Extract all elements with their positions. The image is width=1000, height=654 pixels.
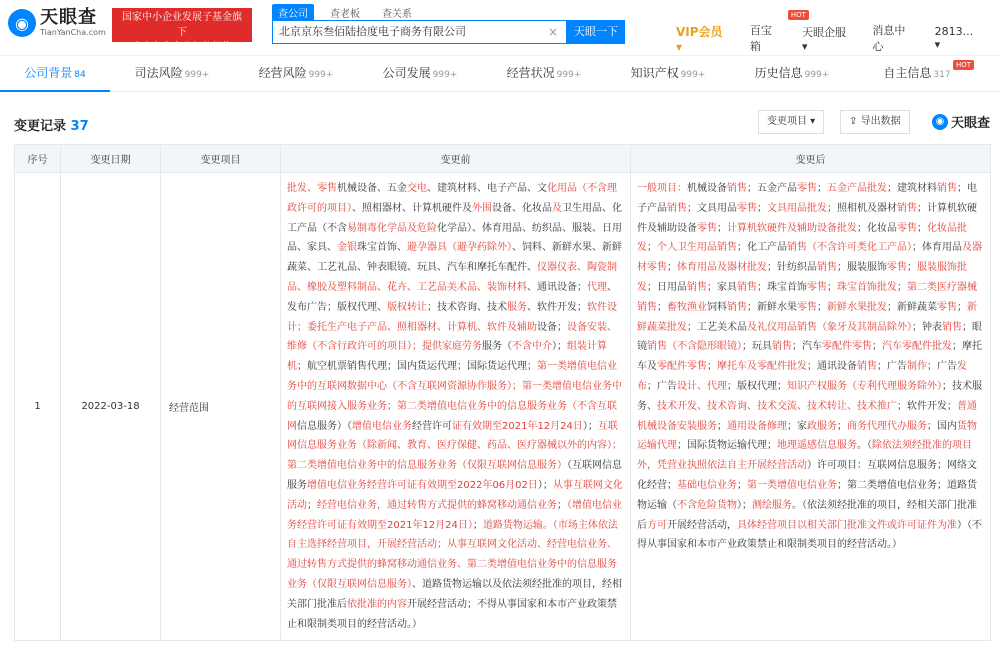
top-header [0,0,1000,56]
header-date: 变更日期 [61,145,161,173]
tab-company-development[interactable]: 公司发展 999+ [382,66,458,80]
vip-member-link[interactable]: VIP会员 ▾ [676,24,723,54]
search-button[interactable]: 天眼一下 [567,20,625,44]
change-records-header [14,110,990,138]
logo-mark-icon: ◉ [932,114,948,130]
tab-business-status[interactable]: 经营状况 999+ [506,66,582,80]
export-icon: ⇪ [849,116,858,127]
hot-badge: HOT [788,10,809,20]
search-tab-company[interactable]: 查公司 [272,4,314,21]
logo-text: 天眼查 [40,7,97,28]
tianyancha-watermark: ◉ 天眼查 [932,112,990,131]
header-after: 变更后 [631,145,991,173]
section-title: 变更记录 37 [14,119,89,134]
message-center-link[interactable]: 消息中心 [872,24,906,53]
tab-intellectual-property[interactable]: 知识产权 999+ [630,66,706,80]
search-tab-boss[interactable]: 查老板 [330,9,360,20]
badge-line-2: 官方备案企业征信机构 [132,42,232,53]
tianyancha-logo[interactable] [8,8,106,38]
tab-business-risk[interactable]: 经营风险 999+ [258,66,334,80]
tab-judicial-risk[interactable]: 司法风险 999+ [134,66,210,80]
header-index: 序号 [15,145,61,173]
hot-badge: HOT [953,60,974,70]
header-item: 变更项目 [161,145,281,173]
change-before-text: 批发、零售机械设备、五金交电、建筑材料、电子产品、文化用品（不含理政许可的项目）、照相器材、计算机硬件及外围设备、化妆品及卫生用品、化工产品（不含易制毒化学品及危险化学品）、体育用品、纺织品、服装、日用品、家具、金银珠宝首饰、避孕器具（避孕药除外）、饲料、新鲜水果、新鲜蔬菜、工艺礼品、钟表眼镜、玩具、汽车和摩托车配件、仪器仪表、陶瓷制品、橡胶及塑料制品、花卉、工艺品美术品、装饰材料、通讯设备；代理、发布广告；版权代理、版权转让；技术咨询、技术服务、软件开发；软件设计；委托生产电子产品、照相器材、计算机、软件及辅助设备；设备安装、维修（不含行政许可的项目）；提供家庭劳务服务（不含中介）；组装计算机；航空机票销售代理；国内货运代理；国际货运代理；第一类增值电信业务中的互联网数据中心（不含互联网资源协作服务）；第一类增值电信业务中的互联网接入服务业务；第二类增值电信业务中的信息服务业务（不含互联网信息服务）（增值电信业务经营许可证有效期至2021年12月24日）；互联网信息服务业务（除新闻、教育、医疗保健、药品、医疗器械以外的内容）；第二类增值电信业务中的信息服务业务（仅限互联网信息服务）（互联网信息服务增值电信业务经营许可证有效期至2022年06月02日）；从事互联网文化活动；经营电信业务，通过转售方式提供的蜂窝移动通信业务；（增值电信业务经营许可证有效期至2021年12月24日）；道路货物运输。（市场主体依法自主选择经营项目，开展经营活动；从事互联网文化活动、经营电信业务、通过转售方式提供的蜂窝移动通信业务、第二类增值电信业务中的信息服务业务（仅限互联网信息服务）、道路货物运输以及依法须经批准的项目，经相关部门批准后依批准的内容开展经营活动；不得从事国家和本市产业政策禁止和限制类项目的经营活动。） [281,173,631,641]
row-date: 2022-03-18 [61,173,161,641]
table-header-row [15,145,991,173]
official-badge [112,8,252,53]
top-right-menu [676,11,1000,54]
header-before: 变更前 [281,145,631,173]
table-row [15,173,991,641]
user-account-menu[interactable]: 2813... ▾ [934,25,974,51]
row-item: 经营范围 [161,173,281,641]
search-value: 北京京东叁佰陆拾度电子商务有限公司 [279,25,466,38]
badge-line-1: 国家中小企业发展子基金旗下 [122,12,242,38]
logo-mark-icon: ◉ [8,9,36,37]
search-tab-relation[interactable]: 查关系 [382,9,412,20]
tab-company-background[interactable]: 公司背景 84 [0,56,110,92]
baobaoxiang-link[interactable]: 百宝箱 HOT [750,22,780,54]
change-item-filter[interactable]: 变更项目 ▾ [758,110,824,134]
company-nav-tabs [0,56,1000,92]
search-input[interactable] [272,20,567,44]
clear-icon[interactable]: × [547,25,558,39]
logo-subtext: TianYanCha.com [40,28,106,37]
tab-history-info[interactable]: 历史信息 999+ [754,66,830,80]
enterprise-service-link[interactable]: 天眼企服 ▾ [801,25,846,53]
tab-self-info[interactable]: 自主信息 317 HOT [854,56,980,92]
change-records-table [14,144,991,641]
row-index: 1 [15,173,61,641]
export-data-button[interactable]: ⇪ 导出数据 [840,110,910,134]
change-after-text: 一般项目：机械设备销售；五金产品零售；五金产品批发；建筑材料销售；电子产品销售；文具用品零售；文具用品批发；照相机及器材销售；计算机软硬件及辅助设备零售；计算机软硬件及辅助设备批发；化妆品零售；化妆品批发；个人卫生用品销售；化工产品销售（不含许可类化工产品）；体育用品及器材零售；体育用品及器材批发；针纺织品销售；服装服饰零售；服装服饰批发；日用品销售；家具销售；珠宝首饰零售；珠宝首饰批发；第二类医疗器械销售；畜牧渔业饲料销售；新鲜水果零售；新鲜水果批发；新鲜蔬菜零售；新鲜蔬菜批发；工艺美术品及礼仪用品销售（象牙及其制品除外）；钟表销售；眼镜销售（不含隐形眼镜）；玩具销售；汽车零配件零售；汽车零配件批发；摩托车及零配件零售；摩托车及零配件批发；通讯设备销售；广告制作；广告发布；广告设计、代理；版权代理；知识产权服务（专利代理服务除外）；技术服务、技术开发、技术咨询、技术交流、技术转让、技术推广；软件开发；普通机械设备安装服务；通用设备修理；家政服务；商务代理代办服务；国内货物运输代理；国际货物运输代理；地理遥感信息服务。（除依法须经批准的项目外，凭营业执照依法自主开展经营活动）许可项目：互联网信息服务；网络文化经营；基础电信业务；第一类增值电信业务；第二类增值电信业务；道路货物运输（不含危险货物）；测绘服务。（依法须经批准的项目，经相关部门批准后方可开展经营活动，具体经营项目以相关部门批准文件或许可证件为准）（不得从事国家和本市产业政策禁止和限制类项目的经营活动。） [631,173,991,641]
search-type-tabs [272,4,418,21]
